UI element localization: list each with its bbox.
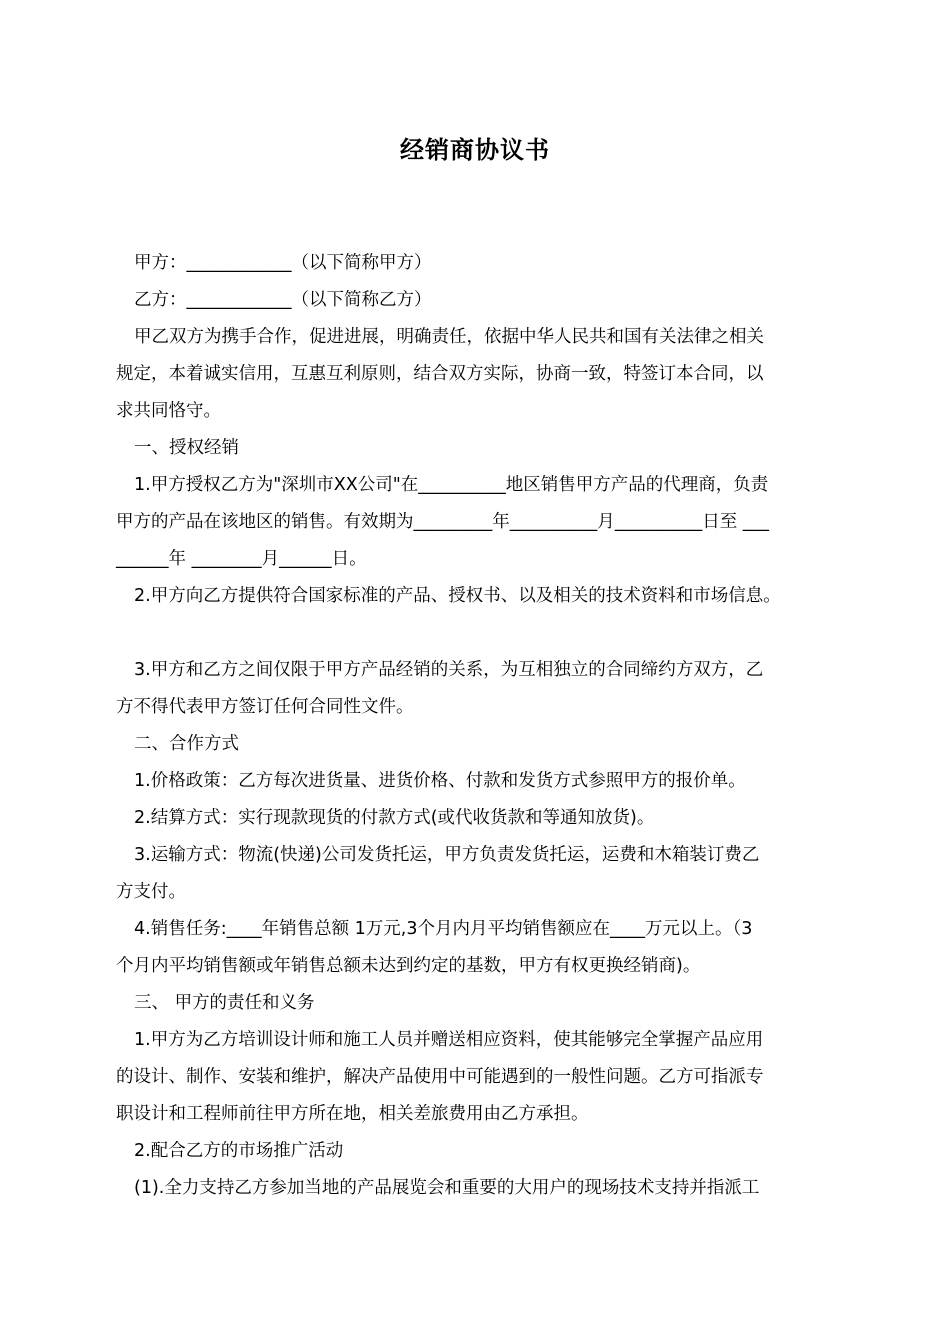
- preamble-line-1: 甲乙双方为携手合作，促进进展，明确责任，依据中华人民共和国有关法律之相关: [134, 327, 764, 347]
- document-body: [116, 245, 838, 1207]
- clause-3-1-line-1: 1.甲方为乙方培训设计师和施工人员并赠送相应资料，使其能够完全掌握产品应用: [134, 1030, 764, 1050]
- clause-1-3-line-2: 方不得代表甲方签订任何合同性文件。: [116, 697, 414, 717]
- clause-2-3-line-2: 方支付。: [116, 882, 186, 902]
- clause-1-1-line-2: 甲方的产品在该地区的销售。有效期为_________年__________月__________日至 ___: [116, 512, 770, 532]
- clause-2-2: 2.结算方式：实行现款现货的付款方式(或代收货款和等通知放货)。: [134, 808, 655, 828]
- clause-3-1-line-3: 职设计和工程师前往甲方所在地，相关差旅费用由乙方承担。: [116, 1104, 589, 1124]
- party-b-line: 乙方：____________（以下简称乙方）: [134, 290, 432, 310]
- party-a-line: 甲方：____________（以下简称甲方）: [134, 253, 432, 273]
- clause-1-1-line-3: ______年 ________月______日。: [116, 549, 367, 569]
- clause-2-4-line-2: 个月内平均销售额或年销售总额未达到约定的基数，甲方有权更换经销商)。: [116, 956, 701, 976]
- clause-2-1: 1.价格政策：乙方每次进货量、进货价格、付款和发货方式参照甲方的报价单。: [134, 771, 746, 791]
- clause-3-2: 2.配合乙方的市场推广活动: [134, 1141, 344, 1161]
- clause-1-1-line-1: 1.甲方授权乙方为"深圳市XX公司"在__________地区销售甲方产品的代理商，负责: [134, 475, 769, 495]
- section-2-heading: 二、合作方式: [134, 734, 239, 754]
- clause-2-4-line-1: 4.销售任务:____年销售总额 1万元,3个月内月平均销售额应在____万元以上。（3: [134, 919, 753, 939]
- clause-1-3-line-1: 3.甲方和乙方之间仅限于甲方产品经销的关系，为互相独立的合同缔约方双方，乙: [134, 660, 764, 680]
- clause-1-2: 2.甲方向乙方提供符合国家标准的产品、授权书、以及相关的技术资料和市场信息。: [134, 586, 781, 606]
- preamble-line-3: 求共同恪守。: [116, 401, 221, 421]
- section-1-heading: 一、授权经销: [134, 438, 239, 458]
- section-3-heading: 三、 甲方的责任和义务: [134, 993, 315, 1013]
- preamble-line-2: 规定，本着诚实信用，互惠互利原则，结合双方实际，协商一致，特签订本合同，以: [116, 364, 764, 384]
- clause-3-2-1: (1).全力支持乙方参加当地的产品展览会和重要的大用户的现场技术支持并指派工: [134, 1178, 760, 1198]
- document-title: 经销商协议书: [400, 136, 550, 164]
- clause-3-1-line-2: 的设计、制作、安装和维护，解决产品使用中可能遇到的一般性问题。乙方可指派专: [116, 1067, 764, 1087]
- clause-2-3-line-1: 3.运输方式：物流(快递)公司发货托运，甲方负责发货托运，运费和木箱装订费乙: [134, 845, 760, 865]
- blank-line: [116, 615, 838, 652]
